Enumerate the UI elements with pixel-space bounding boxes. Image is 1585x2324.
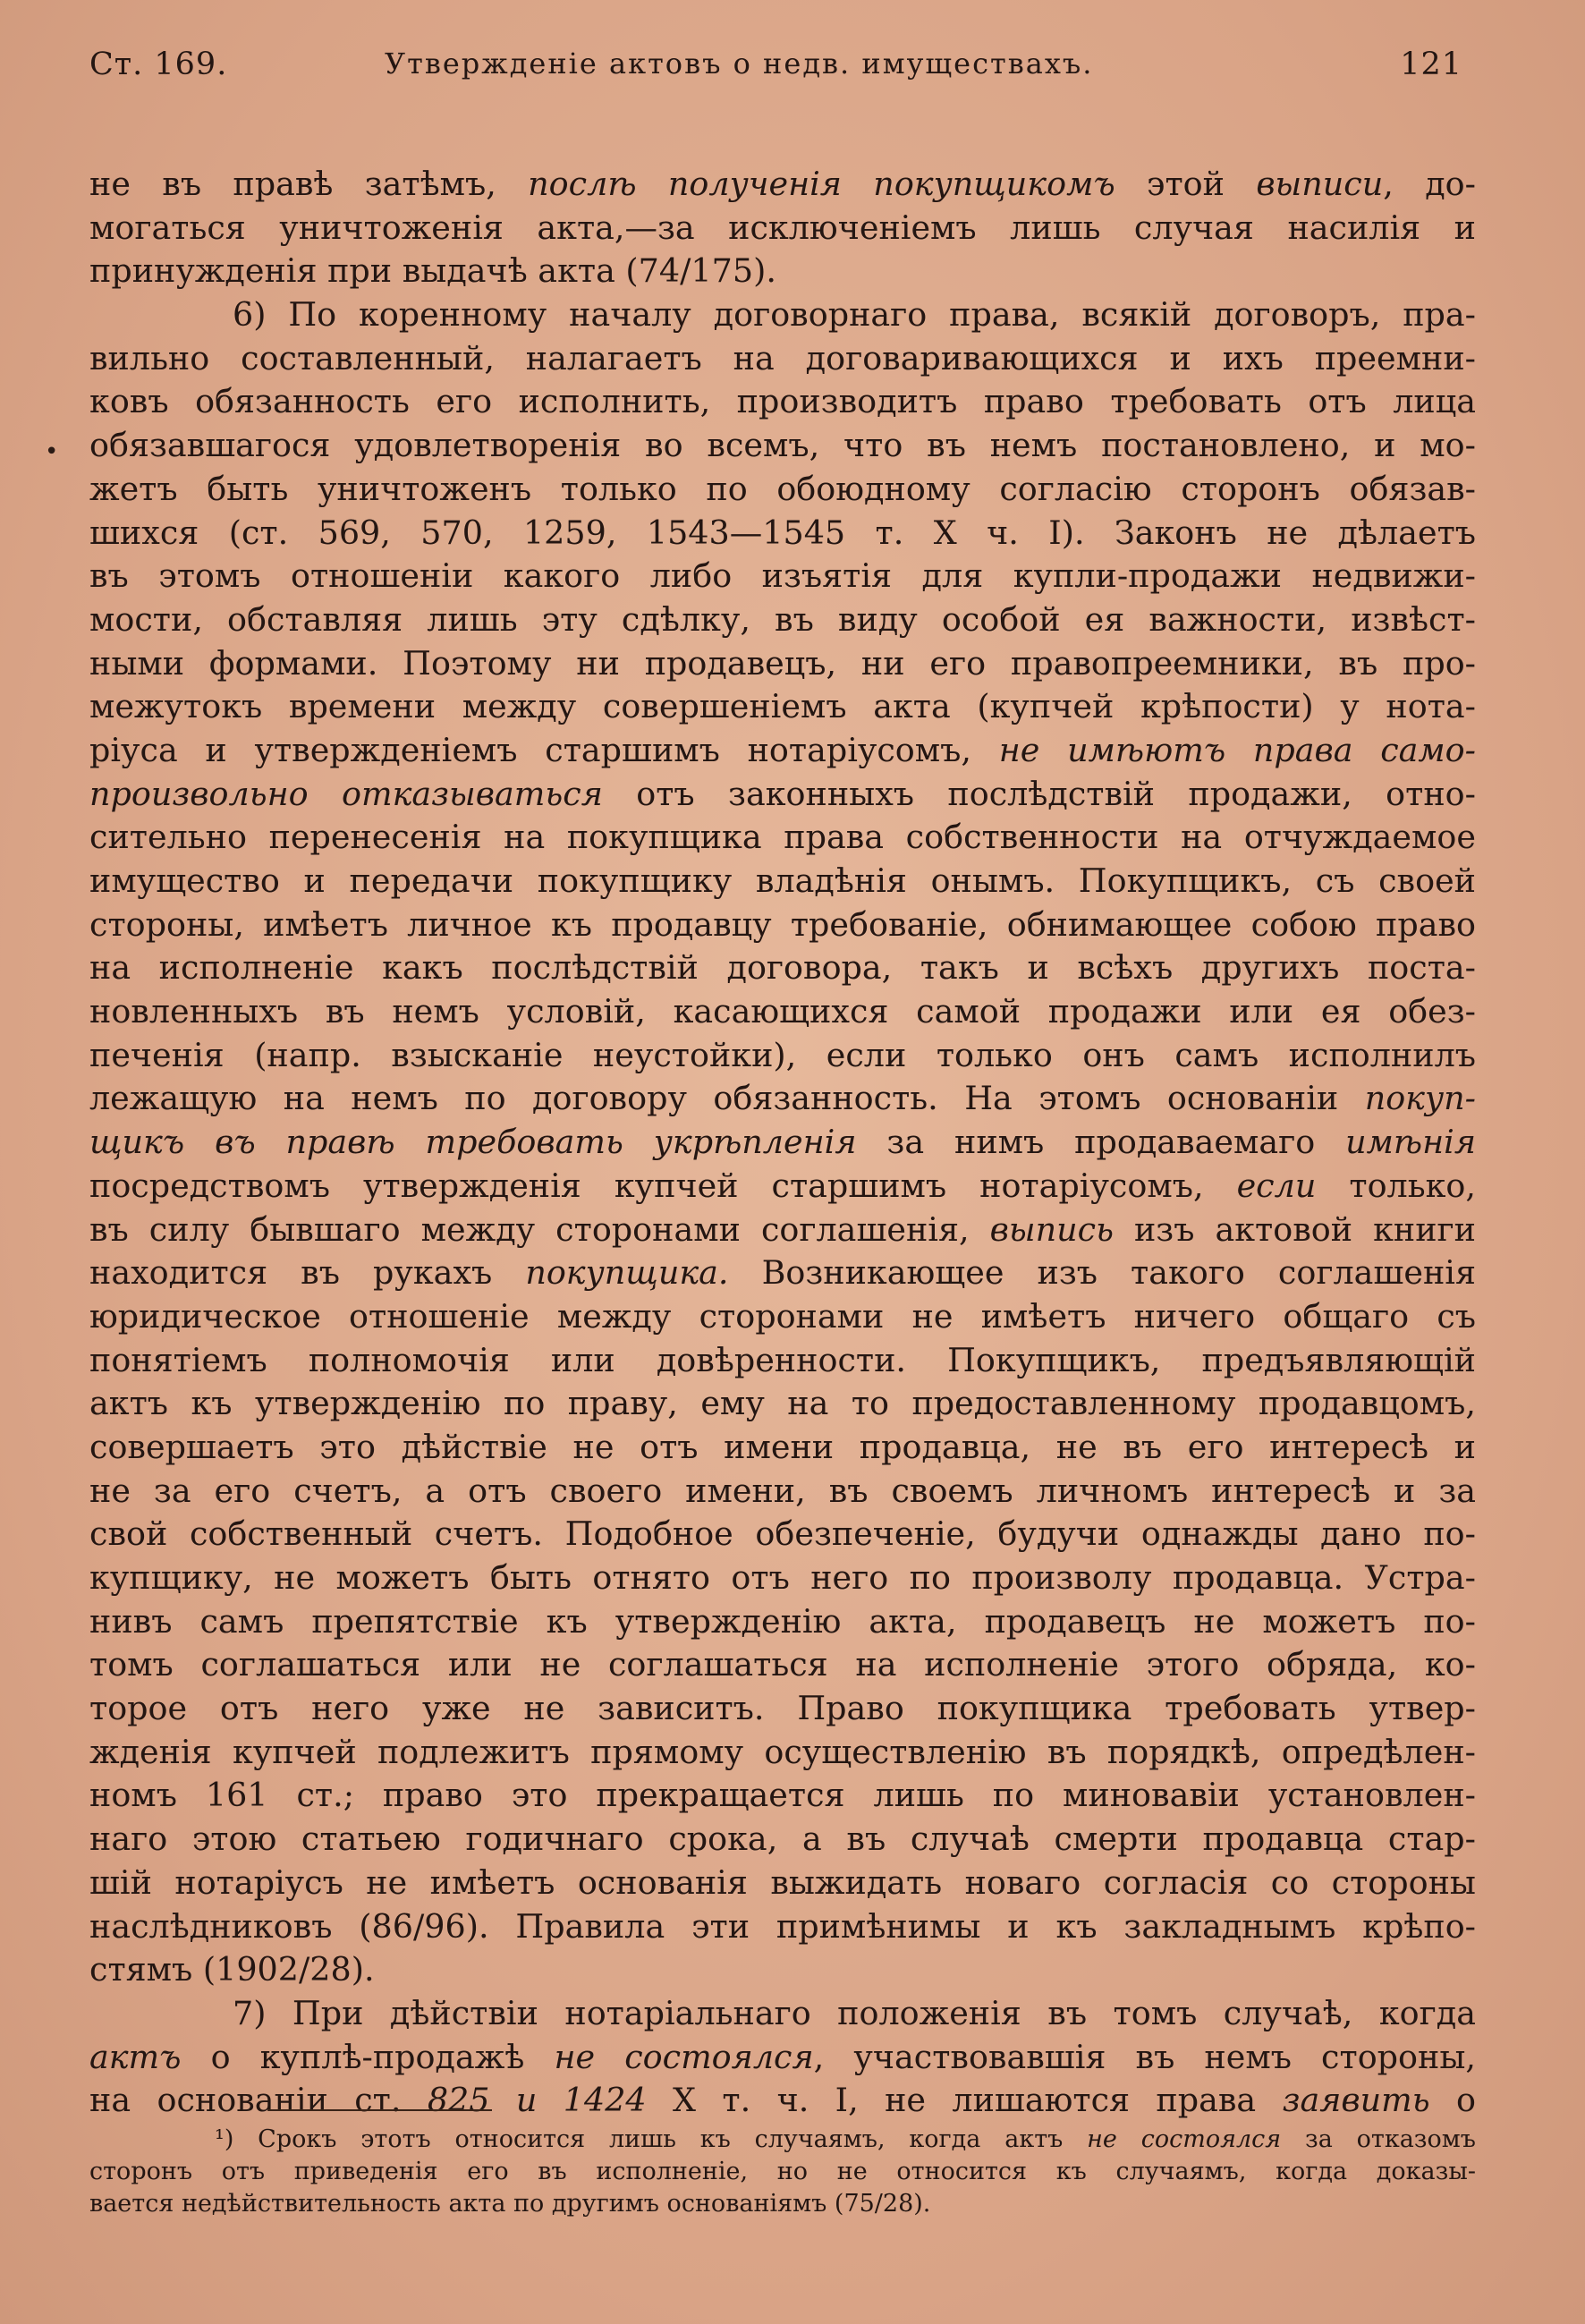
text-line: [89, 1687, 1476, 1731]
text-run: ріуса и утвержденіемъ старшимъ нотаріусомъ,: [89, 730, 999, 769]
text-line: [89, 2036, 1476, 2080]
text-line: [89, 380, 1476, 424]
footnote-line: [89, 2124, 1476, 2156]
text-run: стороны, имѣетъ личное къ продавцу требованіе, обнимающее собою право: [89, 904, 1476, 944]
text-run: межутокъ времени между совершеніемъ акта (купчей крѣпости) у нота-: [89, 687, 1476, 726]
text-line: [89, 990, 1476, 1034]
italic-text: щикъ въ правѣ требовать укрѣпленія: [89, 1123, 857, 1162]
text-run: печенія (напр. взысканіе неустойки), если только онъ самъ исполнилъ: [89, 1035, 1476, 1074]
text-line: [89, 207, 1476, 250]
italic-text: покупщика.: [525, 1253, 729, 1293]
text-line: [89, 1121, 1476, 1165]
text-run: новленныхъ въ немъ условій, касающихся самой продажи или ея обез-: [89, 992, 1476, 1031]
margin-mark: •: [45, 438, 59, 465]
text-run: въ силу бывшаго между сторонами соглашенія,: [89, 1209, 990, 1249]
text-run: принужденія при выдачѣ акта (74/175).: [89, 251, 776, 291]
text-line: [89, 1426, 1476, 1470]
text-line: [89, 1382, 1476, 1426]
text-run: вается недѣйствительность акта по другимъ основаніямъ (75/28).: [89, 2190, 931, 2218]
footnote-line: [89, 2188, 1476, 2220]
italic-text: заявить: [1282, 2081, 1430, 2120]
text-run: X т. ч. I, не лишаются права: [646, 2081, 1283, 2120]
text-run: только,: [1316, 1166, 1476, 1205]
text-line: [89, 163, 1476, 207]
text-run: свой собственный счетъ. Подобное обезпеченіе, будучи однажды дано по-: [89, 1514, 1476, 1554]
text-run: лежащую на немъ по договору обязанность. На этомъ основаніи: [89, 1079, 1365, 1118]
footnote-line: [89, 2156, 1476, 2188]
text-line: [89, 1905, 1476, 1949]
text-run: вильно составленный, налагаетъ на договаривающихся и ихъ преемни-: [89, 338, 1476, 377]
text-line: [89, 555, 1476, 598]
text-line: [89, 642, 1476, 686]
text-line: [89, 1251, 1476, 1295]
text-run: имущество и передачи покупщику владѣнія онымъ. Покупщикъ, съ своей: [89, 861, 1476, 900]
text-line: [89, 1818, 1476, 1862]
italic-text: имѣнія: [1345, 1123, 1476, 1162]
text-run: находится въ рукахъ: [89, 1253, 526, 1293]
text-run: посредствомъ утвержденія купчей старшимъ нотаріусомъ,: [89, 1166, 1237, 1205]
text-line: [89, 1470, 1476, 1514]
text-run: шихся (ст. 569, 570, 1259, 1543—1545 т. X ч. I). Законъ не дѣлаетъ: [89, 513, 1476, 552]
page-number: 121: [1400, 47, 1462, 82]
text-run: купщику, не можетъ быть отнято отъ него по произволу продавца. Устра-: [89, 1558, 1476, 1597]
running-header: [89, 47, 1462, 100]
text-run: жетъ быть уничтоженъ только по обоюдному согласію сторонъ обязав-: [89, 469, 1476, 508]
text-run: сторонъ отъ приведенія его въ исполненіе, но не относится къ случаямъ, когда доказы-: [89, 2158, 1476, 2185]
text-line: [89, 1600, 1476, 1644]
italic-text: актъ: [89, 2037, 182, 2076]
text-run: ковъ обязанность его исполнить, производитъ право требовать отъ лица: [89, 382, 1476, 421]
text-run: Возникающее изъ такого соглашенія: [728, 1253, 1476, 1293]
text-line: [89, 468, 1476, 512]
text-line: [89, 1339, 1476, 1383]
text-run: стямъ (1902/28).: [89, 1950, 375, 1989]
italic-text: не имѣютъ права само-: [998, 730, 1476, 769]
italic-text: выпись: [989, 1209, 1114, 1249]
text-line: [89, 946, 1476, 990]
footnote: [89, 2124, 1476, 2220]
italic-text: 825 и 1424: [427, 2081, 647, 2120]
text-run: юридическое отношеніе между сторонами не имѣетъ ничего общаго съ: [89, 1296, 1476, 1336]
italic-text: не состоялся: [1087, 2125, 1282, 2153]
text-run: изъ актовой книги: [1113, 1209, 1476, 1249]
text-line: [89, 1731, 1476, 1775]
text-run: наго этою статьею годичнаго срока, а въ случаѣ смерти продавца стар-: [89, 1819, 1476, 1859]
italic-text: выписи: [1256, 165, 1384, 203]
text-line: [89, 1556, 1476, 1600]
text-run: наслѣдниковъ (86/96). Правила эти примѣнимы и къ закладнымъ крѣпо-: [89, 1906, 1476, 1946]
italic-text: не состоялся: [554, 2037, 814, 2076]
text-line: [89, 1209, 1476, 1252]
text-line: [89, 250, 1476, 293]
text-line: [89, 2079, 1476, 2123]
text-run: понятіемъ полномочія или довѣренности. Покупщикъ, предъявляющій: [89, 1340, 1476, 1379]
text-run: сительно перенесенія на покупщика права собственности на отчуждаемое: [89, 818, 1476, 857]
text-run: ными формами. Поэтому ни продавецъ, ни его правопреемники, въ про-: [89, 643, 1476, 683]
text-line: [89, 1862, 1476, 1905]
text-line: [89, 685, 1476, 729]
text-line: [89, 816, 1476, 860]
text-line: [89, 293, 1476, 337]
text-line: [89, 1077, 1476, 1121]
text-line: [89, 598, 1476, 642]
footnote-rule: [268, 2109, 492, 2111]
text-run: о: [1429, 2081, 1476, 2120]
text-line: [89, 424, 1476, 468]
text-line: [89, 1774, 1476, 1818]
running-title: Утвержденіе актовъ о недв. имуществахъ.: [385, 47, 1094, 81]
italic-text: произвольно отказываться: [89, 774, 603, 813]
text-run: за нимъ продаваемаго: [856, 1123, 1346, 1162]
text-run: номъ 161 ст.; право это прекращается лишь по миновавіи установлен-: [89, 1776, 1476, 1815]
text-line: [89, 1165, 1476, 1209]
text-line: [89, 903, 1476, 947]
text-line: [89, 729, 1476, 773]
text-run: не въ правѣ затѣмъ,: [89, 165, 529, 203]
text-run: отъ законныхъ послѣдствій продажи, отно-: [602, 774, 1476, 813]
text-run: торое отъ него уже не зависитъ. Право покупщика требовать утвер-: [89, 1689, 1476, 1728]
text-run: этой: [1115, 165, 1257, 203]
italic-text: покуп-: [1364, 1079, 1476, 1118]
text-run: не за его счетъ, а отъ своего имени, въ своемъ личномъ интересѣ и за: [89, 1471, 1476, 1510]
text-run: жденія купчей подлежитъ прямому осуществленію въ порядкѣ, опредѣлен-: [89, 1732, 1476, 1771]
text-run: на основаніи ст.: [89, 2081, 428, 2120]
text-run: совершаетъ это дѣйствіе не отъ имени продавца, не въ его интересѣ и: [89, 1427, 1476, 1466]
text-line: [89, 512, 1476, 556]
text-run: 6) По коренному началу договорнаго права, всякій договоръ, пра-: [233, 295, 1476, 335]
text-run: актъ къ утвержденію по праву, ему на то предоставленному продавцомъ,: [89, 1384, 1476, 1423]
italic-text: послѣ полученія покупщикомъ: [528, 165, 1115, 203]
text-line: [89, 1034, 1476, 1078]
text-line: [89, 1643, 1476, 1687]
text-run: томъ соглашаться или не соглашаться на исполненіе этого обряда, ко-: [89, 1645, 1476, 1684]
text-run: , до-: [1383, 165, 1476, 203]
section-reference: Ст. 169.: [89, 47, 228, 82]
text-run: мости, обставляя лишь эту сдѣлку, въ виду особой ея важности, извѣст-: [89, 599, 1476, 639]
body-text: [89, 163, 1476, 2123]
text-line: [89, 860, 1476, 903]
text-run: на исполненіе какъ послѣдствій договора, такъ и всѣхъ другихъ поста-: [89, 948, 1476, 988]
text-run: о куплѣ-продажѣ: [181, 2037, 555, 2076]
text-line: [89, 773, 1476, 817]
text-line: [89, 337, 1476, 381]
text-run: шій нотаріусъ не имѣетъ основанія выжидать новаго согласія со стороны: [89, 1862, 1476, 1902]
text-line: [89, 1992, 1476, 2036]
text-line: [89, 1513, 1476, 1556]
italic-text: если: [1236, 1166, 1317, 1205]
text-run: въ этомъ отношеніи какого либо изъятія для купли-продажи недвижи-: [89, 556, 1476, 596]
text-line: [89, 1948, 1476, 1992]
text-run: ¹) Срокъ этотъ относится лишь къ случаямъ, когда актъ: [215, 2125, 1088, 2153]
text-line: [89, 1295, 1476, 1339]
text-run: за отказомъ: [1281, 2125, 1476, 2153]
text-run: обязавшагося удовлетворенія во всемъ, что въ немъ постановлено, и мо-: [89, 426, 1476, 465]
text-run: 7) При дѣйствіи нотаріальнаго положенія въ томъ случаѣ, когда: [233, 1993, 1476, 2032]
text-run: , участвовавшія въ немъ стороны,: [813, 2037, 1476, 2076]
text-run: нивъ самъ препятствіе къ утвержденію акта, продавецъ не можетъ по-: [89, 1601, 1476, 1641]
text-run: могаться уничтоженія акта,—за исключеніемъ лишь случая насилія и: [89, 208, 1476, 247]
